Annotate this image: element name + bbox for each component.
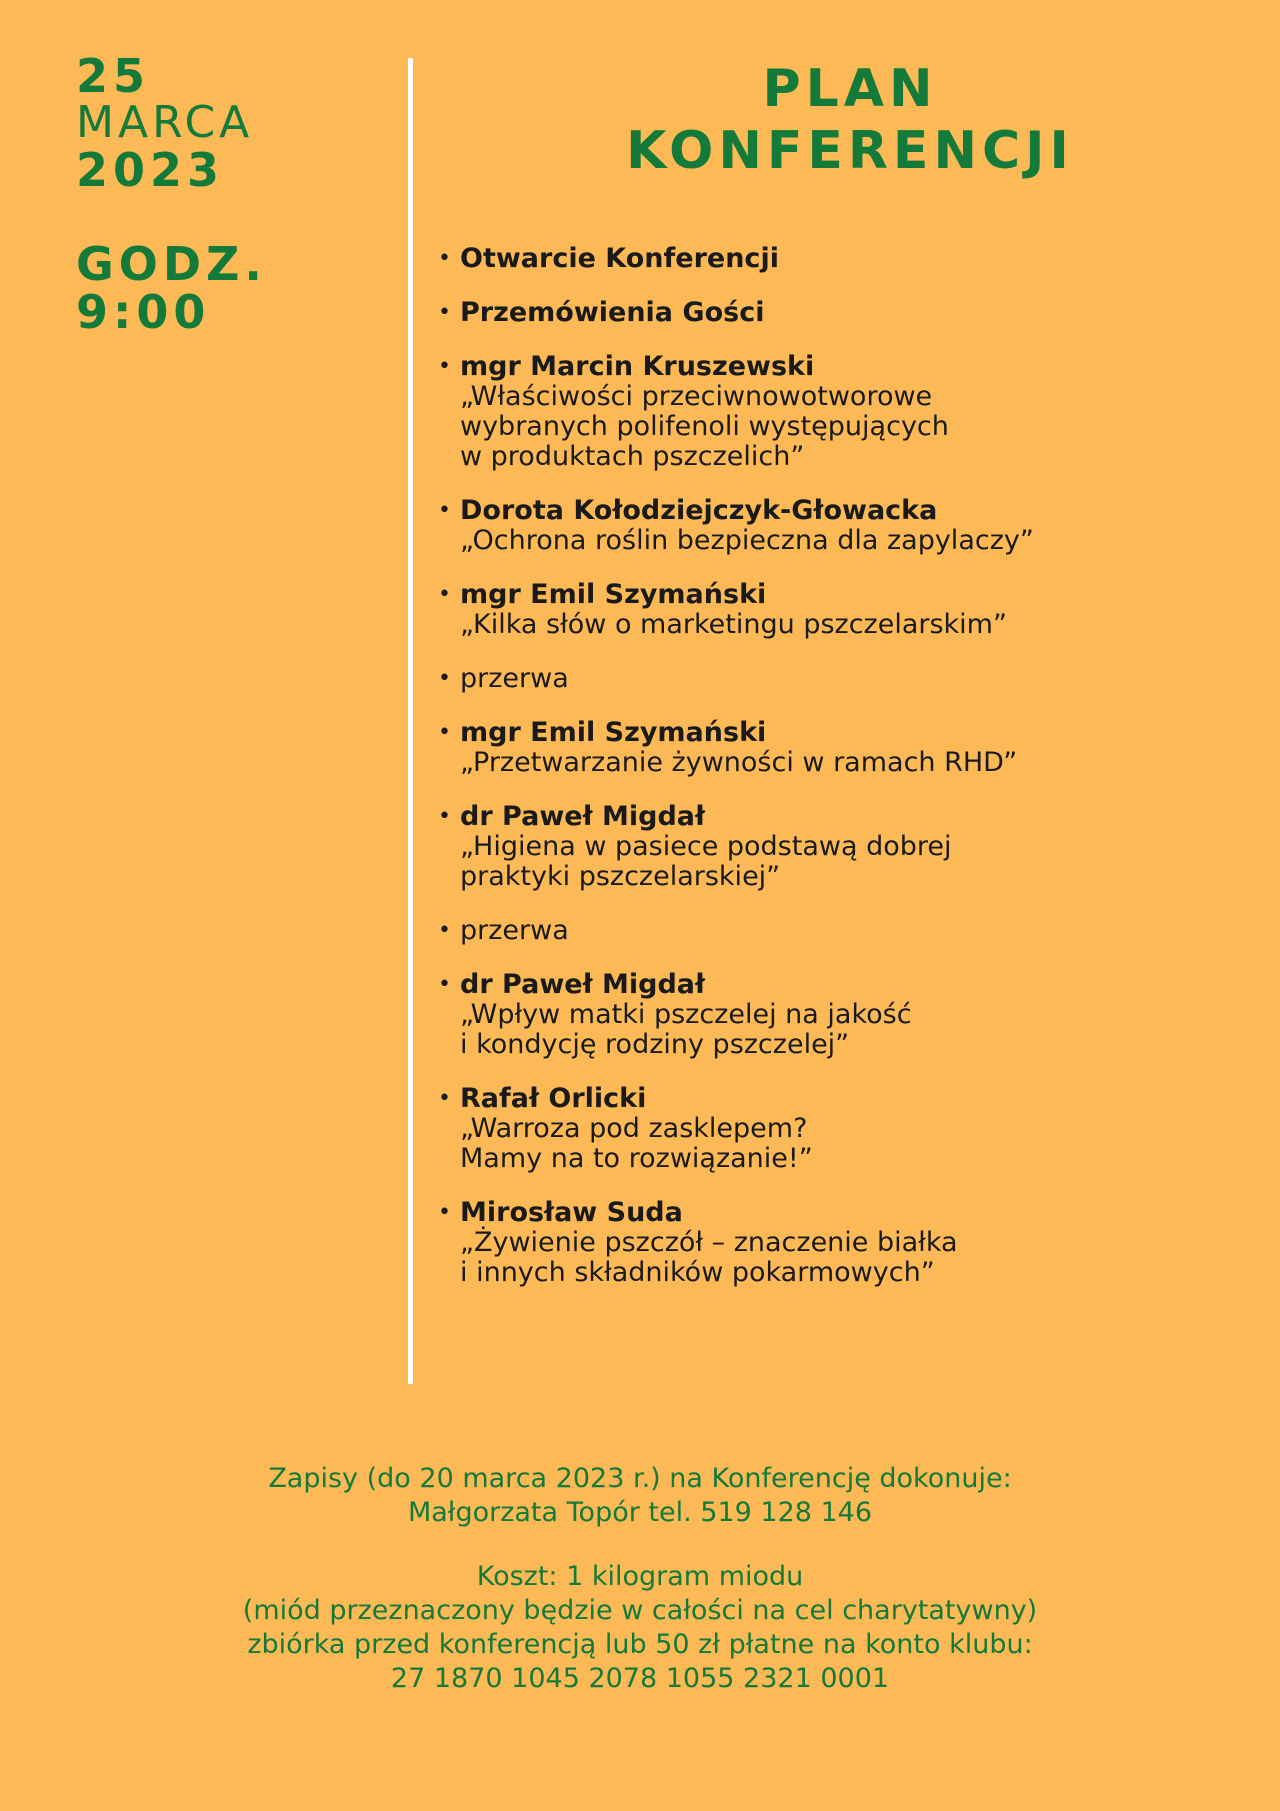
agenda-item [436, 580, 1276, 640]
agenda-item-topic: „Kilka słów o marketingu pszczelarskim” [460, 609, 1007, 640]
time-value: 9:00 [76, 285, 211, 339]
agenda-item-topic: „Wpływ matki pszczelej na jakość i kondycję rodziny pszczelej” [460, 999, 912, 1060]
agenda-item [436, 496, 1276, 556]
agenda-item-topic: „Ochrona roślin bezpieczna dla zapylaczy” [460, 525, 1034, 556]
agenda-break [436, 664, 1276, 694]
agenda-item-name: • Rafał Orlicki [460, 1083, 647, 1114]
agenda-item-name: • Otwarcie Konferencji [460, 243, 779, 274]
agenda-item-name: • Przemówienia Gości [460, 297, 765, 328]
title-line-1: PLAN [762, 59, 938, 119]
agenda-break-label: • przerwa [460, 663, 569, 694]
agenda-item-name: • Mirosław Suda [460, 1197, 683, 1228]
agenda-item [436, 1198, 1276, 1288]
agenda-break-label: • przerwa [460, 915, 569, 946]
vertical-divider [408, 58, 413, 1384]
agenda-item-name: • Dorota Kołodziejczyk-Głowacka [460, 495, 938, 526]
time-label: GODZ. [76, 237, 267, 291]
agenda-item [436, 298, 1276, 328]
agenda-item [436, 352, 1276, 472]
agenda-item-name: • dr Paweł Migdał [460, 969, 706, 1000]
agenda-item-topic: „Higiena w pasiece podstawą dobrej praktyki pszczelarskiej” [460, 831, 952, 892]
agenda-item [436, 802, 1276, 892]
agenda-item [436, 970, 1276, 1060]
agenda-item-topic: „Przetwarzanie żywności w ramach RHD” [460, 747, 1018, 778]
cost-line: zbiórka przed konferencją lub 50 zł płatne na konto klubu: [247, 1629, 1033, 1660]
agenda-break [436, 916, 1276, 946]
registration-info [40, 1462, 1240, 1530]
registration-line: Zapisy (do 20 marca 2023 r.) na Konferencję dokonuje: [268, 1463, 1012, 1494]
cost-line: (miód przeznaczony będzie w całości na cel charytatywny) [242, 1595, 1038, 1626]
agenda-item [436, 1084, 1276, 1174]
title-line-2: KONFERENCJI [626, 121, 1074, 181]
event-date-time [76, 49, 376, 339]
cost-info [40, 1560, 1240, 1696]
footer-info [40, 1462, 1240, 1726]
agenda-item-name: • dr Paweł Migdał [460, 801, 706, 832]
agenda-item [436, 718, 1276, 778]
cost-line: Koszt: 1 kilogram miodu [476, 1561, 804, 1592]
date-year: 2023 [76, 143, 225, 197]
agenda-item-name: • mgr Emil Szymański [460, 717, 767, 748]
agenda-item-topic: „Właściwości przeciwnowotworowe wybranych polifenoli występujących w produktach pszczelich” [460, 381, 949, 472]
agenda-item-name: • mgr Marcin Kruszewski [460, 351, 815, 382]
agenda-item-topic: „Żywienie pszczół – znaczenie białka i innych składników pokarmowych” [460, 1227, 958, 1288]
registration-contact: Małgorzata Topór tel. 519 128 146 [407, 1497, 873, 1528]
agenda-list [436, 244, 1276, 1312]
agenda-item [436, 244, 1276, 274]
date-month: MARCA [76, 97, 254, 148]
date-day: 25 [76, 49, 151, 103]
agenda-item-topic: „Warroza pod zasklepem? Mamy na to rozwiązanie!” [460, 1113, 813, 1174]
agenda-item-name: • mgr Emil Szymański [460, 579, 767, 610]
page-title [440, 58, 1260, 182]
bank-account-number: 27 1870 1045 2078 1055 2321 0001 [390, 1663, 890, 1694]
